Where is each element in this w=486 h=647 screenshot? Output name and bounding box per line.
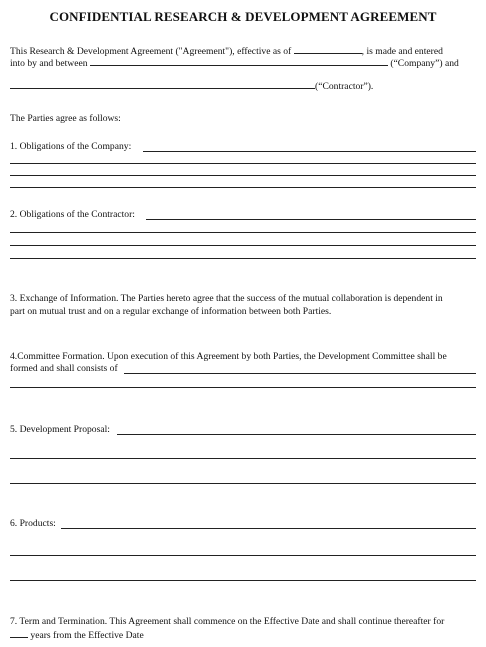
section-1-blank[interactable] <box>143 151 476 152</box>
intro-line-1-start: This Research & Development Agreement ("Agreement"), effective as of <box>10 46 292 57</box>
section-3-line-2: part on mutual trust and on a regular exchange of information between both Parties. <box>10 306 332 317</box>
section-6-blank[interactable] <box>10 580 476 581</box>
section-2-heading: 2. Obligations of the Contractor: <box>10 209 135 220</box>
section-4-line-1: 4.Committee Formation. Upon execution of this Agreement by both Parties, the Development Committee shall be <box>10 351 447 362</box>
document-title: CONFIDENTIAL RESEARCH & DEVELOPMENT AGREEMENT <box>49 9 437 24</box>
section-2-blank[interactable] <box>146 219 476 220</box>
effective-date-blank[interactable] <box>294 45 362 54</box>
section-4-line-2: formed and shall consists of <box>10 363 118 374</box>
section-1-blank[interactable] <box>10 163 476 164</box>
section-5-blank[interactable] <box>117 434 476 435</box>
section-5-heading: 5. Development Proposal: <box>10 424 110 435</box>
section-5-blank[interactable] <box>10 458 476 459</box>
section-7-line-2-end: years from the Effective Date <box>30 630 144 641</box>
intro-line-2 <box>10 57 459 69</box>
section-2-blank[interactable] <box>10 258 476 259</box>
intro-line-2-end: (“Company”) and <box>390 58 459 69</box>
section-3-line-1: 3. Exchange of Information. The Parties hereto agree that the success of the mutual collaboration is dependent in <box>10 293 443 304</box>
section-4-blank[interactable] <box>124 373 476 374</box>
section-5-blank[interactable] <box>10 483 476 484</box>
section-1-heading: 1. Obligations of the Company: <box>10 141 132 152</box>
intro-line-1 <box>10 45 443 57</box>
section-6-blank[interactable] <box>61 528 476 529</box>
parties-agree-text: The Parties agree as follows: <box>10 113 121 124</box>
section-4-blank[interactable] <box>10 387 476 388</box>
section-7-line-2 <box>10 629 144 641</box>
intro-line-3 <box>10 80 373 92</box>
section-6-blank[interactable] <box>10 555 476 556</box>
contractor-name-blank[interactable] <box>10 80 315 89</box>
intro-line-2-start: into by and between <box>10 58 88 69</box>
intro-line-1-end: , is made and entered <box>361 46 443 57</box>
company-name-blank[interactable] <box>90 57 388 66</box>
section-1-blank[interactable] <box>10 187 476 188</box>
section-2-blank[interactable] <box>10 245 476 246</box>
section-1-blank[interactable] <box>10 175 476 176</box>
term-years-blank[interactable] <box>10 629 28 638</box>
intro-line-3-end: (“Contractor”). <box>315 81 374 92</box>
section-2-blank[interactable] <box>10 232 476 233</box>
section-6-heading: 6. Products: <box>10 518 56 529</box>
section-7-line-1: 7. Term and Termination. This Agreement shall commence on the Effective Date and shall continue thereafter for <box>10 616 445 627</box>
